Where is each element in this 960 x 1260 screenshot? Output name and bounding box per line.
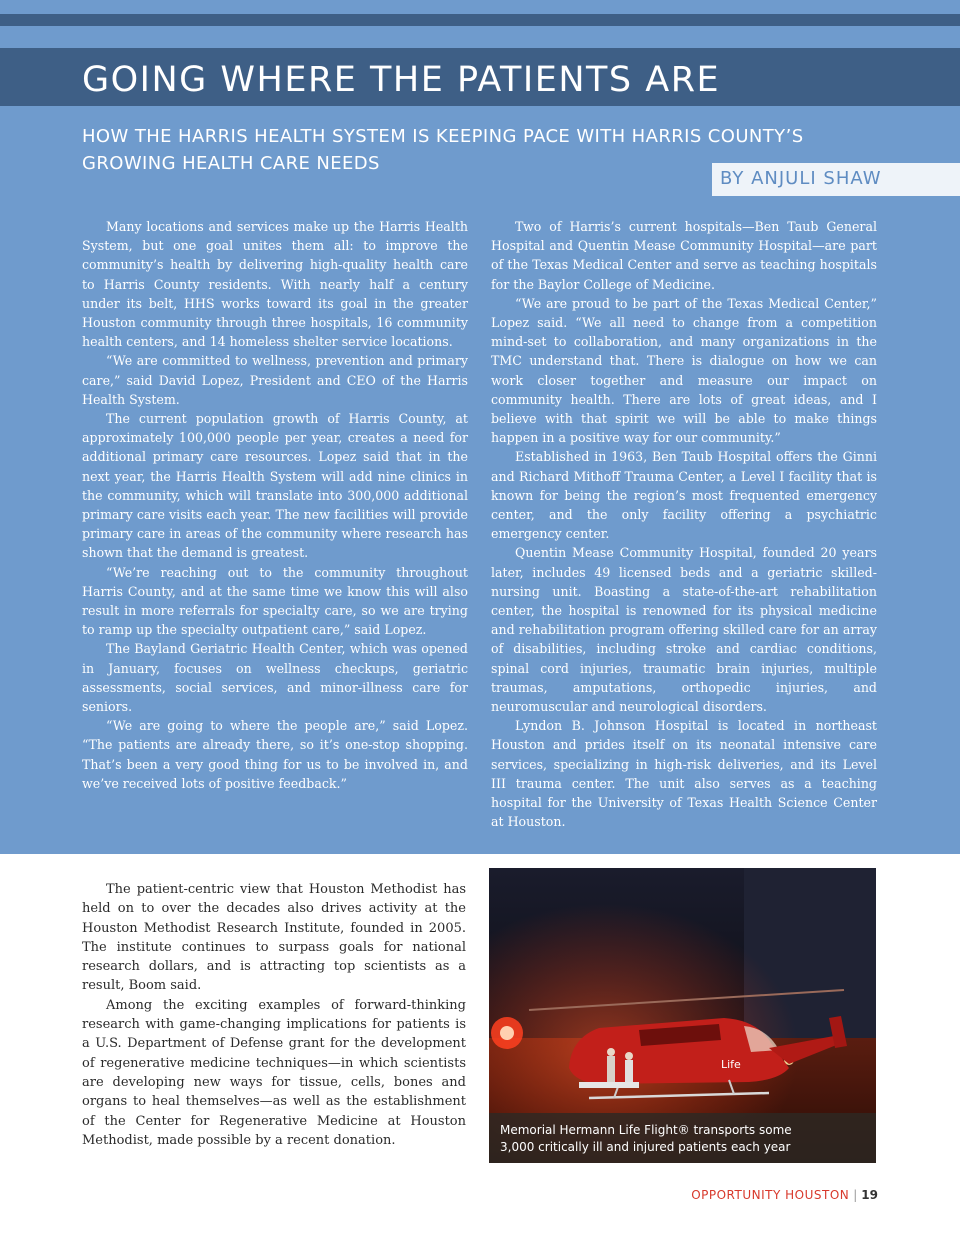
article-title: GOING WHERE THE PATIENTS ARE [82,60,721,100]
paragraph: “We are committed to wellness, prevention and primary care,” said David Lopez, President and CEO of the Harris Health System. [82,353,468,407]
caption-line: Memorial Hermann Life Flight® transports some [500,1123,792,1137]
footer-separator: | [853,1188,858,1202]
article-subtitle: HOW THE HARRIS HEALTH SYSTEM IS KEEPING PACE WITH HARRIS COUNTY’S GROWING HEALTH CARE NEEDS [82,126,804,174]
paragraph: “We are going to where the people are,” said Lopez. “The patients are already there, so it’s one-stop shopping. That’s been a very good thing for us to be involved in, and we’ve received lots of positive feedback.” [82,718,468,791]
paragraph: The patient-centric view that Houston Methodist has held on to over the decades also drives activity at the Houston Methodist Research Institute, founded in 2005. The institute continues to surpass goals for national research dollars, and is attracting top scientists as a result, Boom said. [82,882,466,994]
photo-caption [500,1122,870,1156]
helicopter-photo [489,868,876,1163]
byline: BY ANJULI SHAW [720,168,882,189]
paragraph: The Bayland Geriatric Health Center, which was opened in January, focuses on wellness checkups, geriatric assessments, social services, and minor-illness care for seniors. [82,641,468,715]
paragraph: Lyndon B. Johnson Hospital is located in northeast Houston and prides itself on its neonatal intensive care services, specializing in high-risk deliveries, and its Level III trauma center. The unit also serves as a teaching hospital for the University of Texas Health Science Center at Houston. [491,718,877,830]
top-stripe-rule [0,14,960,26]
column-top-left [82,217,468,793]
top-stripe [0,0,960,48]
magazine-name: OPPORTUNITY HOUSTON [691,1188,850,1202]
page-footer [0,1188,878,1202]
photo-caption-bar [489,1113,876,1163]
red-light-core [500,1026,514,1040]
byline-box [712,163,960,196]
paragraph: Quentin Mease Community Hospital, founded 20 years later, includes 49 licensed beds and a geriatric skilled-nursing unit. Boasting a state-of-the-art rehabilitation center, the hospital is renowned for its physical medicine and rehabilitation program offering skilled care for an array of disabilities, including stroke and cardiac conditions, spinal cord injuries, traumatic brain injuries, multiple traumas, amputations, orthopedic injuries, and neuromuscular and neurological disorders. [491,545,877,715]
paragraph: Among the exciting examples of forward-thinking research with game-changing implications for patients is a U.S. Department of Defense grant for the development of regenerative medicine techniques—in which scientists are developing new ways for tissue, cells, bones and organs to heal themselves—as well as the establishment of the Center for Regenerative Medicine at Houston Methodist, made possible by a recent donation. [82,997,466,1148]
paragraph: Established in 1963, Ben Taub Hospital offers the Ginni and Richard Mithoff Trauma Center, a Level I facility that is known for being the region’s most frequented emergency center, and the only facility offering a psychiatric emergency center. [491,449,877,542]
paragraph: Two of Harris’s current hospitals—Ben Taub General Hospital and Quentin Mease Community Hospital—are part of the Texas Medical Center and serve as teaching hospitals for the Baylor College of Medicine. [491,219,877,292]
paragraph: The current population growth of Harris County, at approximately 100,000 people per year, creates a need for additional primary care resources. Lopez said that in the next year, the Harris Health System will add nine clinics in the community, which will translate into 300,000 additional primary care visits each year. The new facilities will provide primary care in areas of the community where research has shown that the demand is greatest. [82,411,468,561]
helicopter-lettering: Life [721,1058,741,1071]
caption-line: 3,000 critically ill and injured patients each year [500,1140,791,1154]
column-bottom-left [82,880,466,1150]
paragraph: “We’re reaching out to the community throughout Harris County, and at the same time we know this will also result in more referrals for specialty care, so we are trying to ramp up the specialty outpatient care,” said Lopez. [82,564,468,638]
paragraph: Many locations and services make up the Harris Health System, but one goal unites them all: to improve the community’s health by delivering high-quality health care to Harris County residents. With nearly half a century under its belt, HHS works toward its goal in the greater Houston community through three hospitals, 16 community health centers, and 14 homeless shelter service locations. [82,219,468,350]
page-number: 19 [861,1188,878,1202]
paragraph: “We are proud to be part of the Texas Medical Center,” Lopez said. “We all need to change from a competition mind-set to collaboration, and many organizations in the TMC understand that. There is dialogue on how we can work closer together and measure our impact on community health. There are lots of great ideas, and I believe with that spirit we will be able to make things happen in a positive way for our community.” [491,295,877,446]
column-top-right [491,217,877,832]
